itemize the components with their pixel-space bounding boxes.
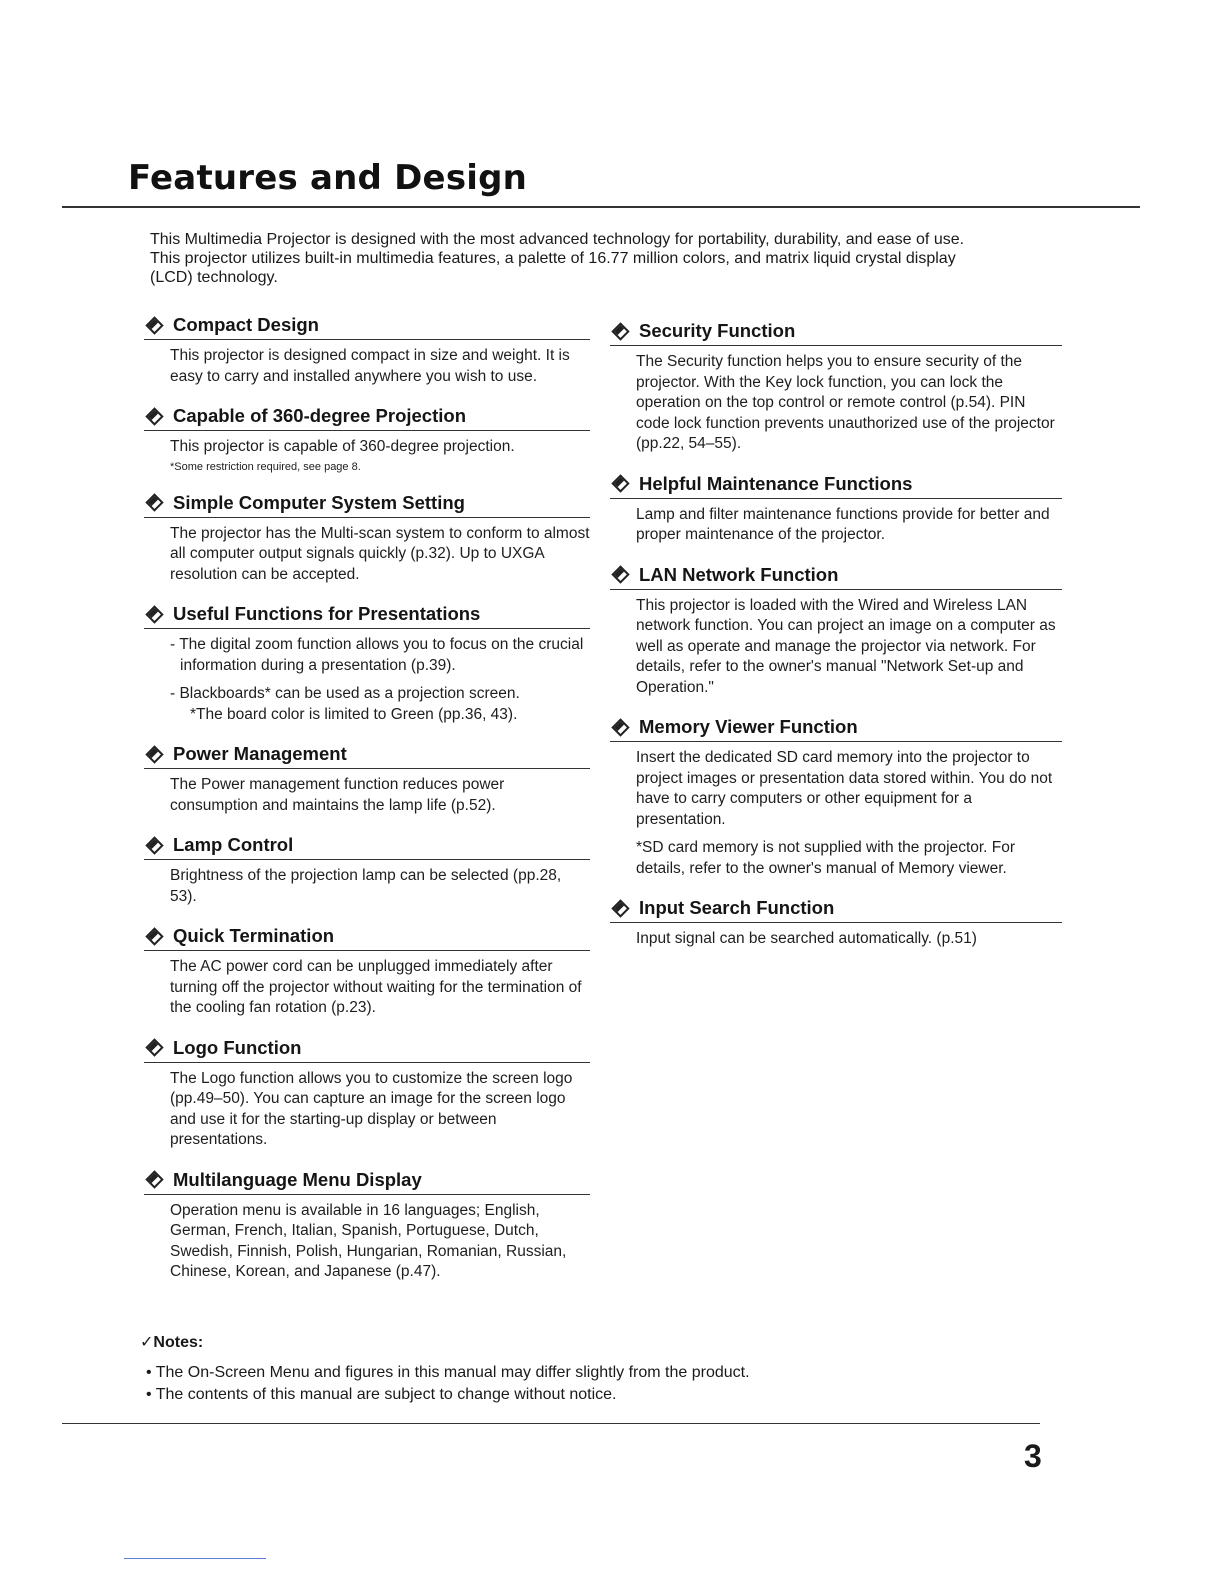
diamond-bullet-icon [611,322,629,340]
section-heading [610,564,1062,590]
section-text [170,437,590,474]
section-title: Logo Function [173,1036,302,1058]
intro-paragraph [150,230,1050,287]
section-text: This projector is designed compact in size and weight. It is easy to carry and installed anywhere you wish to use. [170,347,570,385]
section-body [144,775,590,816]
feature-computer-system-setting [144,492,590,586]
section-body [144,1201,590,1283]
section-heading [144,603,590,629]
page-title: Features and Design [128,158,528,198]
section-body [610,596,1062,699]
section-title: Capable of 360-degree Projection [173,405,467,426]
section-title: Compact Design [173,314,319,335]
section-heading [144,314,590,340]
section-text: Input signal can be searched automatically. (p.51) [636,930,977,947]
section-heading [144,405,590,431]
diamond-bullet-icon [145,316,163,334]
section-body [610,929,1062,950]
dash-list-item: - The digital zoom function allows you to focus on the crucial information during a presentation (p.39). [170,636,584,674]
feature-compact-design [144,314,590,387]
section-heading [610,716,1062,742]
section-body [144,346,590,387]
section-heading [610,473,1062,499]
diamond-bullet-icon [145,836,163,854]
dash-list-item [170,684,590,725]
sd-card-note: *SD card memory is not supplied with the projector. For details, refer to the owner's manual of Memory viewer. [636,839,1016,877]
intro-line: (LCD) technology. [150,269,278,286]
section-heading [144,925,590,951]
diamond-bullet-icon [145,407,163,425]
section-body [610,748,1062,879]
diamond-bullet-icon [145,605,163,623]
section-title: Simple Computer System Setting [173,491,465,513]
title-rule [62,206,1140,208]
section-heading [144,743,590,769]
diamond-bullet-icon [611,565,629,583]
diamond-bullet-icon [145,927,163,945]
section-heading [144,1037,590,1063]
feature-360-projection [144,405,590,474]
feature-input-search [610,897,1062,950]
section-title: Multilanguage Menu Display [173,1168,422,1190]
section-text: Insert the dedicated SD card memory into the projector to project images or presentation data stored within. You do not have to carry computers or other equipment for a presentation. [636,749,1053,828]
scan-artifact-line [124,1558,266,1559]
section-title: LAN Network Function [639,563,839,585]
feature-lamp-control [144,834,590,907]
section-heading [144,492,590,518]
section-text-line: This projector is capable of 360-degree projection. [170,438,515,455]
diamond-bullet-icon [611,718,629,736]
section-text: The projector has the Multi-scan system to conform to almost all computer output signals quickly (p.32). Up to UXGA resolution can be accepted. [170,524,590,583]
diamond-bullet-icon [145,745,163,763]
section-body [144,437,590,474]
section-text: The Security function helps you to ensure security of the projector. With the Key lock function, you can lock the operation on the top control or remote control (p.54). PIN code lock function prevents unauthorized use of the projector (pp.22, 54–55). [636,353,1055,452]
section-title: Memory Viewer Function [639,716,858,737]
section-text: Operation menu is available in 16 languages; English, German, French, Italian, Spanish, Portuguese, Dutch, Swedish, Finnish, Polish, Hungarian, Romanian, Russian, Chinese, Korean, and Japanese (p.47). [170,1201,567,1280]
section-heading [144,834,590,860]
feature-power-management [144,743,590,816]
section-body [610,505,1062,546]
section-title: Useful Functions for Presentations [173,603,481,624]
section-heading [610,320,1062,346]
footer-rule [62,1423,1040,1424]
diamond-bullet-icon [145,1170,163,1188]
page-number: 3 [1024,1438,1042,1474]
feature-security-function [610,320,1062,455]
diamond-bullet-icon [145,1038,163,1056]
right-column [610,320,1062,968]
section-heading [144,1169,590,1195]
feature-logo-function [144,1037,590,1151]
section-text: The Logo function allows you to customize the screen logo (pp.49–50). You can capture an image for the screen logo and use it for the starting-up display or between presentations. [170,1069,573,1148]
section-text: The Power management function reduces power consumption and maintains the lamp life (p.52). [170,776,505,814]
feature-presentations [144,603,590,725]
section-text: Brightness of the projection lamp can be selected (pp.28, 53). [170,867,562,905]
feature-memory-viewer [610,716,1062,879]
section-body [610,352,1062,455]
section-title: Power Management [173,743,347,764]
feature-maintenance-functions [610,473,1062,546]
intro-line: This Multimedia Projector is designed with the most advanced technology for portability, durability, and ease of use. [150,231,965,248]
note-item: • The On-Screen Menu and figures in this manual may differ slightly from the product. [146,1364,750,1381]
section-text: The AC power cord can be unplugged immediately after turning off the projector without waiting for the termination of the cooling fan rotation (p.23). [170,958,582,1016]
left-column [144,314,590,1301]
diamond-bullet-icon [611,474,629,492]
section-body [144,524,590,586]
feature-quick-termination [144,925,590,1019]
board-color-note: *The board color is limited to Green (pp.36, 43). [190,705,518,723]
section-body [144,635,590,725]
section-title: Security Function [639,320,796,341]
notes-block [140,1332,840,1406]
section-title: Quick Termination [173,925,335,946]
diamond-bullet-icon [611,899,629,917]
section-body [144,866,590,907]
intro-line: This projector utilizes built-in multimedia features, a palette of 16.77 million colors, and matrix liquid crystal display [150,250,956,267]
note-item: • The contents of this manual are subject to change without notice. [146,1386,617,1403]
section-title: Lamp Control [173,834,294,855]
section-heading [610,897,1062,923]
diamond-bullet-icon [145,493,163,511]
dash-list-text: - Blackboards* can be used as a projection screen. [170,685,520,702]
section-title: Input Search Function [639,897,835,918]
section-title: Helpful Maintenance Functions [639,472,913,494]
feature-multilanguage-menu [144,1169,590,1283]
notes-heading: ✓Notes: [140,1334,204,1351]
restriction-note: *Some restriction required, see page 8. [170,460,361,473]
section-body [144,957,590,1019]
section-body [144,1069,590,1151]
section-text: This projector is loaded with the Wired and Wireless LAN network function. You can project an image on a computer as well as operate and manage the projector via network. For details, refer to the owner's manual "Network Set-up and Operation." [636,596,1056,696]
section-text: Lamp and filter maintenance functions provide for better and proper maintenance of the projector. [636,505,1050,543]
feature-lan-network [610,564,1062,699]
